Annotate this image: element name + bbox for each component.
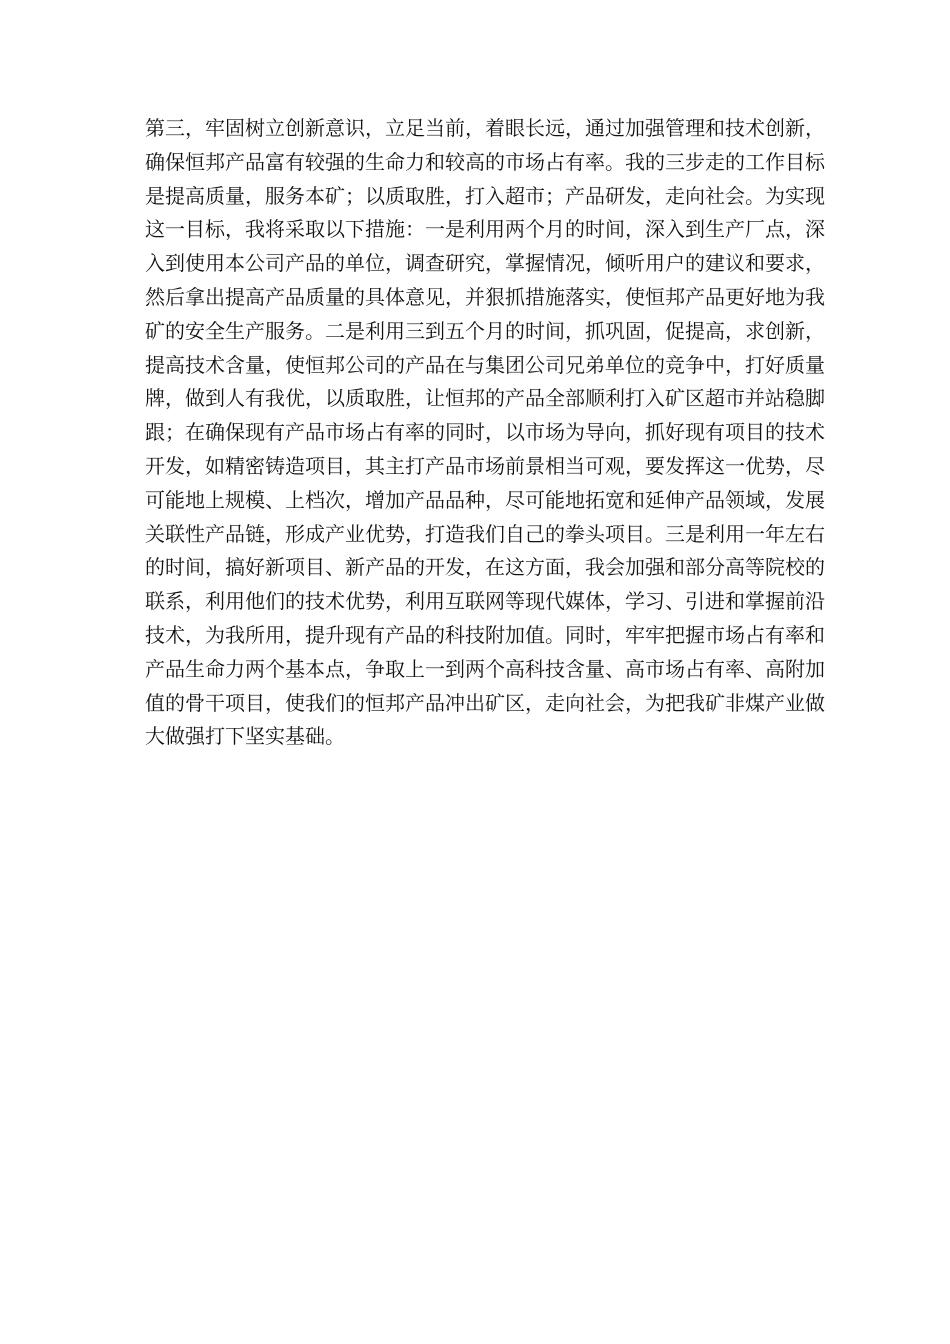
paragraph-line: 入到使用本公司产品的单位，调查研究，掌握情况，倾听用户的建议和要求， [145,251,825,276]
paragraph-line: 然后拿出提高产品质量的具体意见，并狠抓措施落实，使恒邦产品更好地为我 [145,284,825,309]
paragraph-line: 提高技术含量，使恒邦公司的产品在与集团公司兄弟单位的竞争中，打好质量 [145,352,825,377]
paragraph-line: 产品生命力两个基本点，争取上一到两个高科技含量、高市场占有率、高附加 [145,656,825,681]
body-paragraph [145,112,825,754]
paragraph-line: 技术，为我所用，提升现有产品的科技附加值。同时，牢牢把握市场占有率和 [145,622,825,647]
paragraph-line: 牌，做到人有我优，以质取胜，让恒邦的产品全部顺利打入矿区超市并站稳脚 [145,386,825,411]
paragraph-line: 关联性产品链，形成产业优势，打造我们自己的拳头项目。三是利用一年左右 [145,521,825,546]
paragraph-line: 是提高质量，服务本矿；以质取胜，打入超市；产品研发，走向社会。为实现 [145,183,825,208]
paragraph-line: 的时间，搞好新项目、新产品的开发，在这方面，我会加强和部分高等院校的 [145,555,825,580]
paragraph-line: 值的骨干项目，使我们的恒邦产品冲出矿区，走向社会，为把我矿非煤产业做 [145,690,825,715]
paragraph-line-last: 大做强打下坚实基础。 [145,724,345,749]
paragraph-line: 开发，如精密铸造项目，其主打产品市场前景相当可观，要发挥这一优势，尽 [145,453,825,478]
paragraph-line: 可能地上规模、上档次，增加产品品种，尽可能地拓宽和延伸产品领域，发展 [145,487,825,512]
paragraph-line: 跟；在确保现有产品市场占有率的同时，以市场为导向，抓好现有项目的技术 [145,420,825,445]
paragraph-line: 矿的安全生产服务。二是利用三到五个月的时间，抓巩固，促提高，求创新， [145,318,825,343]
paragraph-line: 第三，牢固树立创新意识，立足当前，着眼长远，通过加强管理和技术创新， [145,116,825,140]
paragraph-line: 确保恒邦产品富有较强的生命力和较高的市场占有率。我的三步走的工作目标 [145,149,825,174]
paragraph-line: 这一目标，我将采取以下措施：一是利用两个月的时间，深入到生产厂点，深 [145,217,825,242]
paragraph-line: 联系，利用他们的技术优势，利用互联网等现代媒体，学习、引进和掌握前沿 [145,589,825,614]
